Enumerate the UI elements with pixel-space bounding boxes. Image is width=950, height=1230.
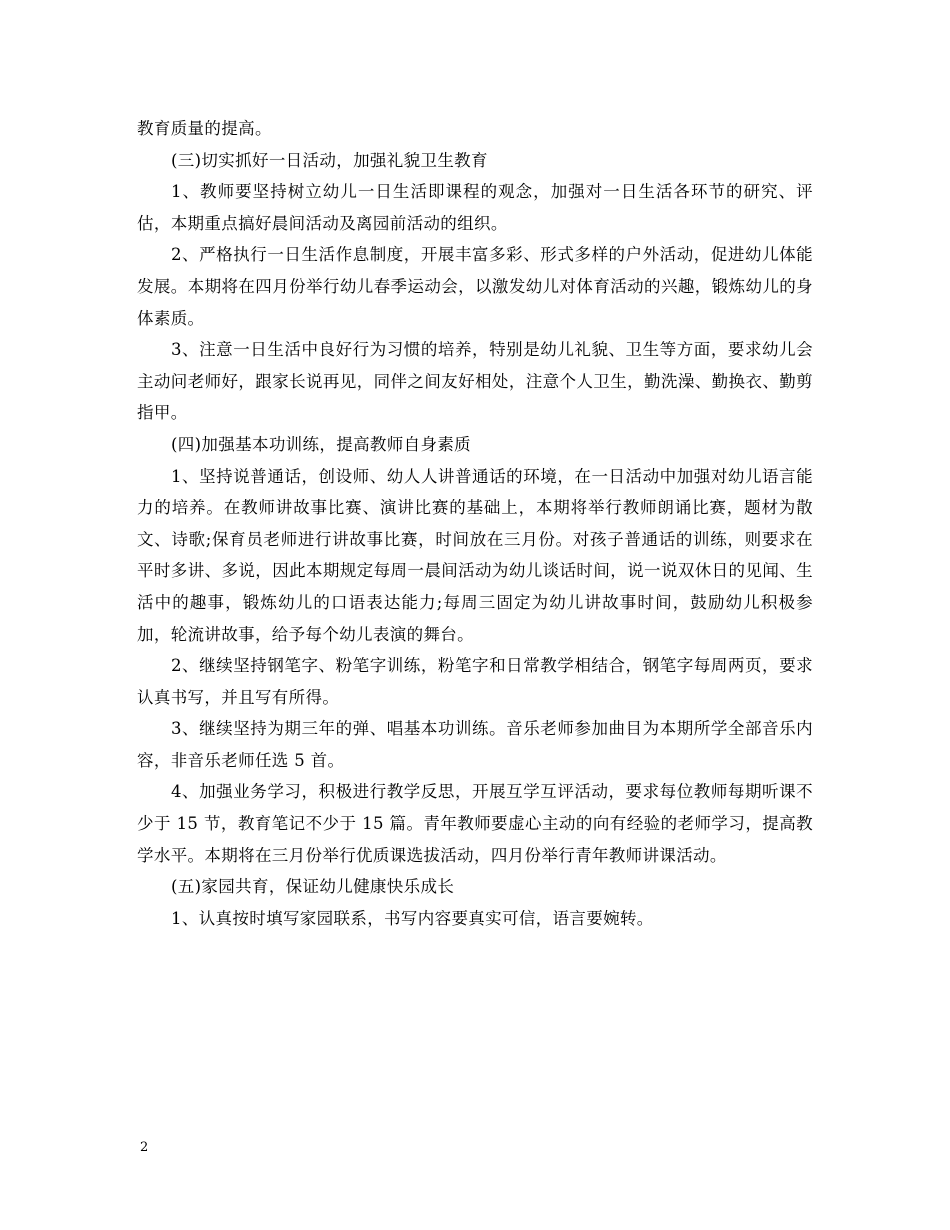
paragraph-continuation: 教育质量的提高。 <box>137 119 272 138</box>
paragraph: 1、认真按时填写家园联系，书写内容要真实可信，语言要婉转。 <box>171 908 654 928</box>
paragraph: 2、严格执行一日生活作息制度，开展丰富多彩、形式多样的户外活动，促进幼儿体能发展。本期将在四月份举行幼儿春季运动会，以激发幼儿对体育活动的兴趣，锻炼幼儿的身体素质。 <box>137 245 813 328</box>
paragraph: 3、注意一日生活中良好行为习惯的培养，特别是幼儿礼貌、卫生等方面，要求幼儿会主动问老师好，跟家长说再见，同伴之间友好相处，注意个人卫生，勤洗澡、勤换衣、勤剪指甲。 <box>137 340 813 423</box>
body-text <box>137 113 813 934</box>
paragraph: 2、继续坚持钢笔字、粉笔字训练，粉笔字和日常教学相结合，钢笔字每周两页，要求认真书写，并且写有所得。 <box>137 656 813 707</box>
paragraph: 1、坚持说普通话，创设师、幼人人讲普通话的环境，在一日活动中加强对幼儿语言能力的培养。在教师讲故事比赛、演讲比赛的基础上，本期将举行教师朗诵比赛，题材为散文、诗歌;保育员老师进行讲故事比赛，时间放在三月份。对孩子普通话的训练，则要求在平时多讲、多说，因此本期规定每周一晨间活动为幼儿谈话时间，说一说双休日的见闻、生活中的趣事，锻炼幼儿的口语表达能力;每周三固定为幼儿讲故事时间，鼓励幼儿积极参加，轮流讲故事，给予每个幼儿表演的舞台。 <box>137 466 813 644</box>
section-heading-5: (五)家园共育，保证幼儿健康快乐成长 <box>171 877 455 897</box>
paragraph: 3、继续坚持为期三年的弹、唱基本功训练。音乐老师参加曲目为本期所学全部音乐内容，非音乐老师任选 5 首。 <box>137 719 813 770</box>
paragraph: 1、教师要坚持树立幼儿一日生活即课程的观念，加强对一日生活各环节的研究、评估，本期重点搞好晨间活动及离园前活动的组织。 <box>137 182 813 233</box>
page-number: 2 <box>140 1140 149 1155</box>
section-heading-4: (四)加强基本功训练，提高教师自身素质 <box>171 434 472 454</box>
section-heading-3: (三)切实抓好一日活动，加强礼貌卫生教育 <box>171 150 488 170</box>
paragraph: 4、加强业务学习，积极进行教学反思，开展互学互评活动，要求每位教师每期听课不少于 15 节，教育笔记不少于 15 篇。青年教师要虚心主动的向有经验的老师学习，提高教学水平。本期将在三月份举行优质课选拔活动，四月份举行青年教师讲课活动。 <box>137 782 813 865</box>
